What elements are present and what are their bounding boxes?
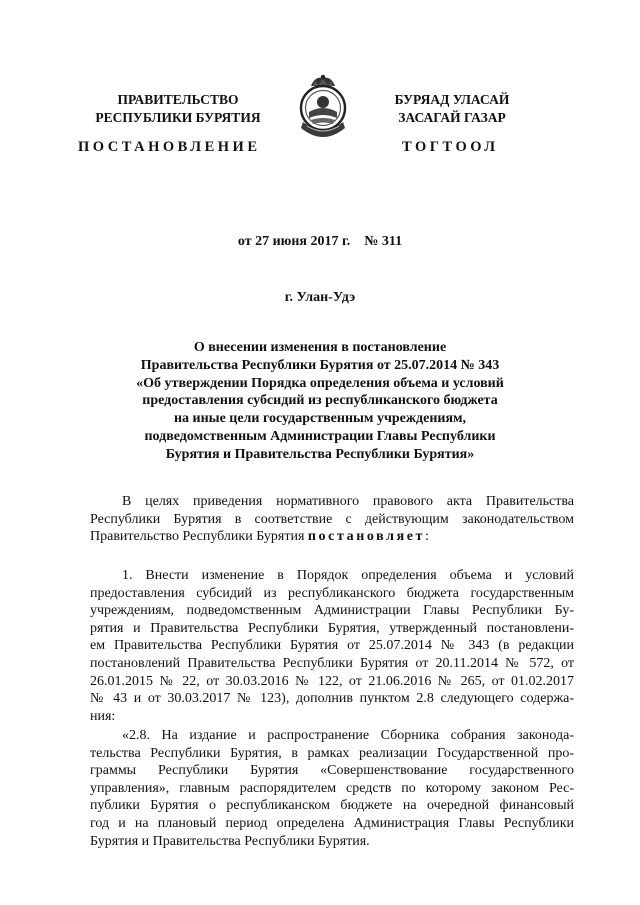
- body-line: «2.8. На издание и распространение Сборника собрания законода-: [122, 728, 574, 743]
- issuer-line: ПРАВИТЕЛЬСТВО: [117, 92, 239, 107]
- date-number: от 27 июня 2017 г. № 311: [237, 234, 403, 249]
- clause-2-8: [90, 727, 574, 850]
- title-line: подведомственным Администрации Главы Республики: [144, 428, 496, 444]
- body-line: Республики Бурятия в соответствие с действующим законодательством: [90, 511, 574, 527]
- title-line: на иные цели государственным учреждениям,: [173, 411, 467, 427]
- body-line: постановлений Правительства Республики Бурятия от 20.11.2014 № 572, от: [90, 655, 574, 671]
- body-line: тельства Республики Бурятия, в рамках реализации Государственной про-: [90, 745, 574, 761]
- issuer-name-buryat: [372, 91, 532, 127]
- issuer-name-russian: [88, 91, 268, 127]
- issuer-line: БУРЯАД УЛАСАЙ: [394, 92, 510, 107]
- title-line: Правительства Республики Бурятия от 25.07.2014 № 343: [140, 357, 500, 373]
- body-line: рятия и Правительства Республики Бурятия, утвержденный постановлени-: [90, 620, 574, 636]
- body-line: ем Правительства Республики Бурятия от 25.07.2014 № 343 (в редакции: [90, 638, 574, 654]
- body-line: 26.01.2015 № 22, от 30.03.2016 № 122, от 21.06.2016 № 265, от 01.02.2017: [90, 673, 574, 689]
- city: г. Улан-Удэ: [284, 290, 356, 305]
- document-title: [90, 339, 550, 464]
- body-line: ния:: [90, 708, 116, 724]
- title-line: «Об утверждении Порядка определения объема и условий: [136, 375, 504, 391]
- body-line: 1. Внести изменение в Порядок определения объема и условий: [122, 568, 574, 583]
- preamble-text: Правительство Республики Бурятия: [90, 529, 308, 545]
- preamble: [90, 493, 574, 546]
- coat-of-arms-icon: [295, 74, 351, 146]
- doc-type-buryat: ТОГТООЛ: [402, 139, 499, 155]
- body-line: граммы Республики Бурятия «Совершенствование государственного: [90, 763, 574, 779]
- body-line: предоставления субсидий из республиканского бюджета государственным: [90, 585, 574, 601]
- title-line: Бурятия и Правительства Республики Бурятия»: [165, 446, 475, 462]
- title-line: О внесении изменения в постановление: [193, 340, 447, 355]
- decree-keyword: постановляет: [307, 529, 426, 545]
- issuer-line: ЗАСАГАЙ ГАЗАР: [398, 110, 506, 125]
- body-line: управления», главным распорядителем средств по которому законом Рес-: [90, 780, 574, 796]
- clause-1: [90, 567, 574, 725]
- body-line: В целях приведения нормативного правового акта Правительства: [122, 494, 574, 509]
- body-line: публики Бурятия о республиканском бюджете на очередной финансовый: [90, 798, 574, 814]
- body-line: № 43 и от 30.03.2017 № 123), дополнив пунктом 2.8 следующего содержа-: [90, 691, 574, 707]
- body-line: учреждениям, подведомственным Администрации Главы Республики Бу-: [90, 603, 574, 619]
- title-line: предоставления субсидий из республиканского бюджета: [142, 393, 498, 409]
- body-line: Бурятия и Правительства Республики Бурятия.: [90, 833, 370, 849]
- issuer-line: РЕСПУБЛИКИ БУРЯТИЯ: [95, 110, 261, 125]
- preamble-colon: :: [425, 529, 429, 545]
- body-line: [90, 528, 574, 546]
- doc-type-russian: ПОСТАНОВЛЕНИЕ: [78, 139, 261, 155]
- body-line: год и на плановый период определена Администрация Главы Республики: [90, 815, 574, 831]
